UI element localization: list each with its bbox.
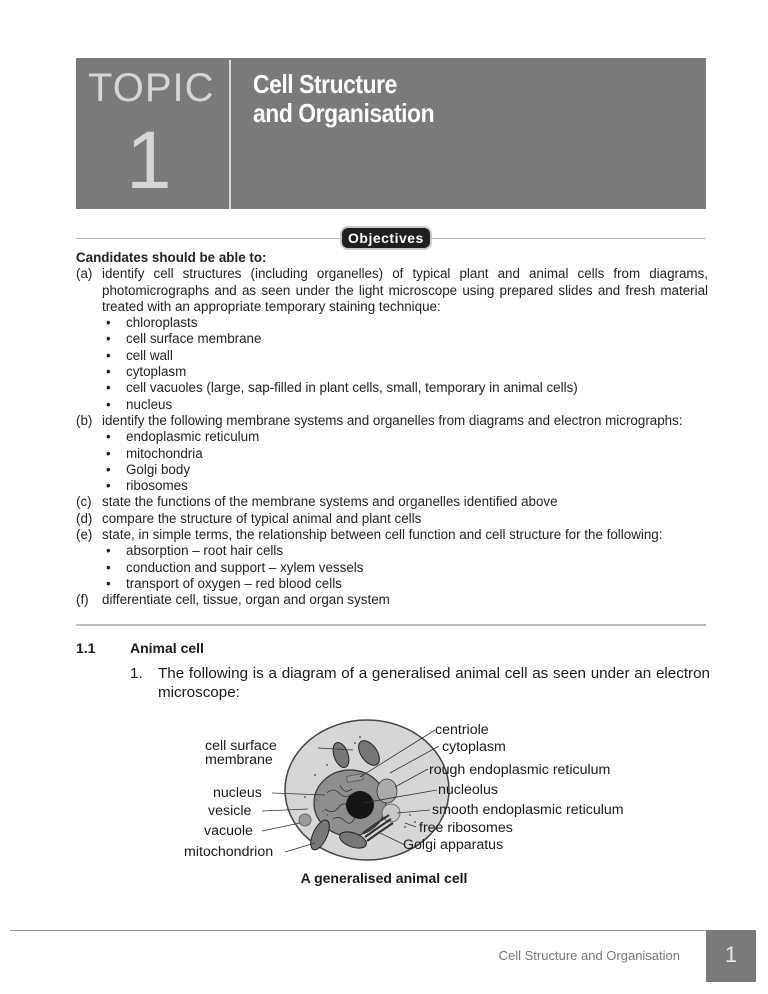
bullet-icon: • [106,429,111,445]
bullet-icon: • [106,364,111,380]
banner-divider [229,60,231,209]
section-title: Animal cell [130,640,204,656]
paragraph-number: 1. [130,665,143,682]
label-cytoplasm: cytoplasm [442,739,506,755]
topic-word: TOPIC [88,66,215,110]
label-smooth-er: smooth endoplasmic reticulum [432,802,624,818]
objective-bullet [76,462,708,478]
objective-label: (d) [76,510,93,526]
objective-bullet [76,429,708,445]
objective-bullet [76,560,708,576]
objective-item [76,266,708,315]
objective-bullet [76,543,708,559]
objective-bullet [76,446,708,462]
objective-bullet [76,576,708,592]
label-rough-er: rough endoplasmic reticulum [429,762,611,778]
objective-bullet [76,364,708,380]
objective-text: compare the structure of typical animal and plant cells [102,510,422,526]
label-golgi: Golgi apparatus [403,837,504,853]
topic-number: 1 [126,115,172,206]
bullet-text: Golgi body [126,461,191,477]
objective-item [76,592,708,608]
label-nucleolus: nucleolus [438,782,498,798]
bullet-text: mitochondria [126,445,203,461]
bullet-icon: • [106,396,111,412]
bullet-icon: • [106,380,111,396]
objective-bullet [76,348,708,364]
bullet-icon: • [106,543,111,559]
bullet-text: transport of oxygen – red blood cells [126,575,342,591]
bullet-icon: • [106,445,111,461]
running-title: Cell Structure and Organisation [498,948,680,963]
objective-item [76,511,708,527]
bullet-icon: • [106,315,111,331]
objective-text: state, in simple terms, the relationship between cell function and cell structure for the following: [102,527,663,543]
section-heading [76,640,204,656]
title-line-2: and Organisation [253,98,435,128]
label-membrane: membrane [205,752,273,768]
objective-label: (a) [76,266,93,282]
bullet-icon: • [106,478,111,494]
objective-item [76,413,708,429]
bullet-icon: • [106,575,111,591]
animal-cell-diagram [175,715,655,865]
objectives-list [76,250,708,609]
bullet-icon: • [106,461,111,477]
objective-text: identify cell structures (including organelles) of typical plant and animal cells from diagrams, photomicrographs and as seen under the light microscope using prepared slides and fresh material treated with an appropriate temporary staining technique: [102,266,708,314]
bullet-text: chloroplasts [126,315,198,331]
topic-banner [76,58,706,209]
bullet-icon: • [106,559,111,575]
section-rule [76,624,706,626]
paragraph-1 [130,664,710,702]
label-nucleus: nucleus [213,785,262,801]
objective-label: (c) [76,494,92,510]
objective-text: state the functions of the membrane systems and organelles identified above [102,494,558,510]
footer-rule [10,930,706,931]
bullet-text: cytoplasm [126,364,187,380]
bullet-text: absorption – root hair cells [126,543,284,559]
label-free-ribosomes: free ribosomes [419,820,513,836]
objectives-badge: Objectives [342,228,430,248]
objective-label: (f) [76,592,89,608]
bullet-text: cell vacuoles (large, sap-filled in plant cells, small, temporary in animal cells) [126,380,578,396]
bullet-text: cell wall [126,347,173,363]
figure-caption: A generalised animal cell [300,870,468,886]
title-line-1: Cell Structure [253,69,397,99]
objective-text: identify the following membrane systems and organelles from diagrams and electron micrographs: [102,412,683,428]
objective-label: (b) [76,412,93,428]
label-cell-surface: cell surface [205,738,277,754]
label-centriole: centriole [435,722,489,738]
objective-bullet [76,478,708,494]
objectives-lead: Candidates should be able to: [76,250,267,265]
section-number: 1.1 [76,640,96,656]
bullet-icon: • [106,331,111,347]
objective-bullet [76,397,708,413]
topic-title [253,70,434,128]
bullet-text: ribosomes [126,478,188,494]
label-vacuole: vacuole [204,823,253,839]
bullet-icon: • [106,347,111,363]
objective-item [76,527,708,543]
paragraph-text: The following is a diagram of a generalised animal cell as seen under an electron microscope: [158,665,710,701]
label-vesicle: vesicle [208,803,252,819]
objective-bullet [76,380,708,396]
objective-bullet [76,331,708,347]
label-mitochondrion: mitochondrion [184,844,274,860]
bullet-text: endoplasmic reticulum [126,429,260,445]
objective-bullet [76,315,708,331]
objective-text: differentiate cell, tissue, organ and organ system [102,592,390,608]
bullet-text: cell surface membrane [126,331,262,347]
bullet-text: nucleus [126,396,173,412]
page-number: 1 [706,930,756,982]
objective-item [76,494,708,510]
bullet-text: conduction and support – xylem vessels [126,559,364,575]
objective-label: (e) [76,527,93,543]
